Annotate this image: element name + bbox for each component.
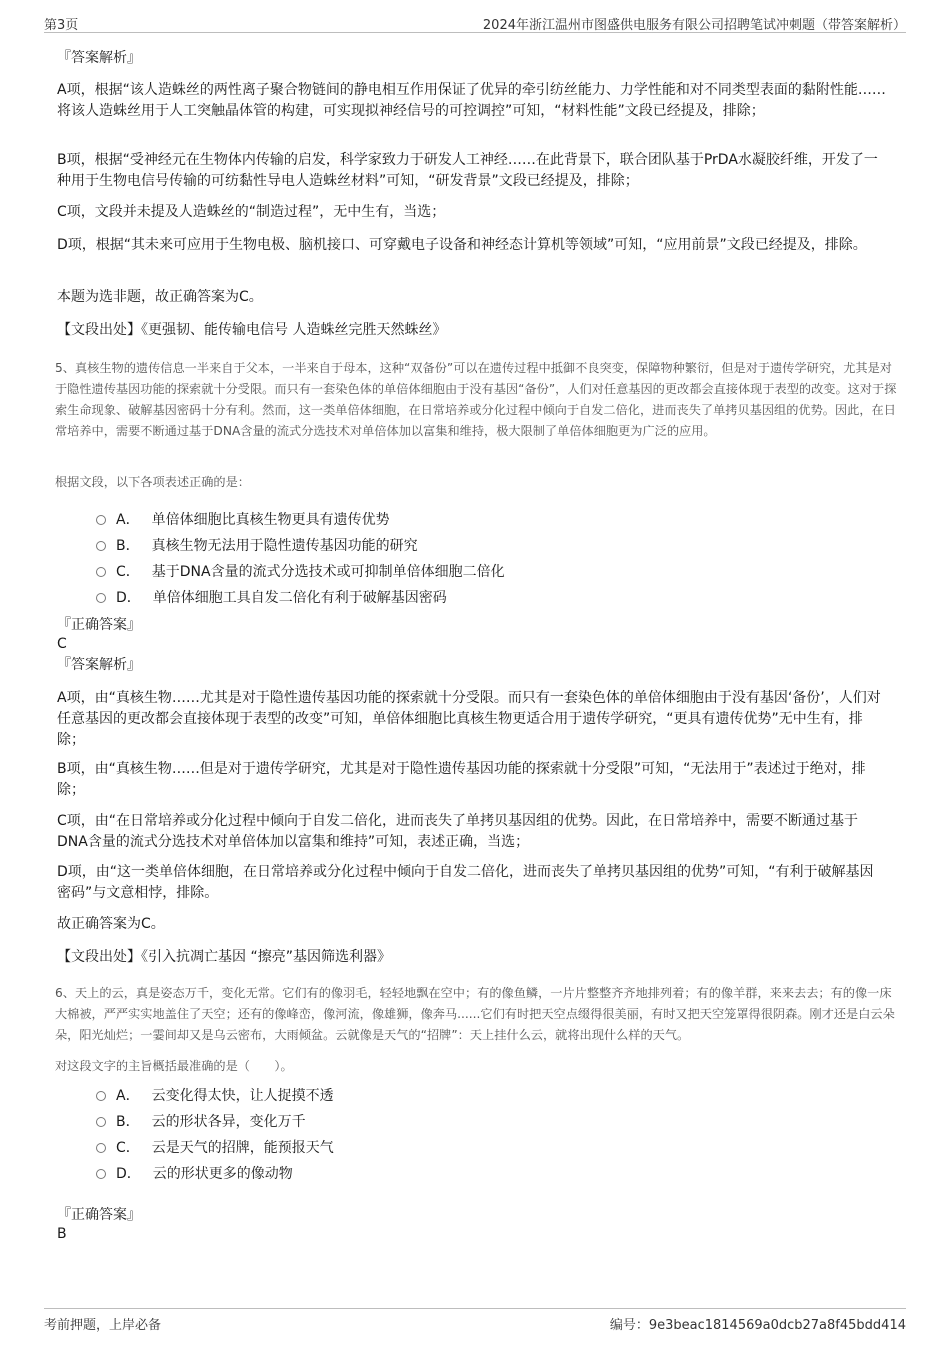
q5-analysis-label: 『答案解析』 [57, 657, 141, 673]
q5-answer: C [57, 636, 67, 652]
q4-source: 【文段出处】《更强韧、能传输电信号 人造蛛丝完胜天然蛛丝》 [57, 322, 447, 338]
radio-button-icon[interactable] [96, 1117, 106, 1127]
q5-analysis-a: A项，由“真核生物……尤其是对于隐性遗传基因功能的探索就十分受限。而只有一套染色体的单倍体细胞由于没有基因‘备份’，人们对任意基因的更改都会直接体现于表型的改变”可知，单倍体细胞比真核生物更适合用于遗传学研究，“更具有遗传优势”无中生有，排除； [57, 690, 881, 748]
footer-slogan: 考前押题，上岸必备 [44, 1318, 162, 1333]
option-key: D． [116, 590, 141, 606]
q4-conclusion: 本题为选非题，故正确答案为C。 [57, 289, 263, 305]
q5-source: 【文段出处】《引入抗凋亡基因 “擦亮”基因筛选利器》 [57, 949, 391, 965]
option-text: 单倍体细胞工具自发二倍化有利于破解基因密码 [152, 590, 447, 606]
radio-button-icon[interactable] [96, 1169, 106, 1179]
option-key: A． [116, 1088, 140, 1104]
q6-answer: B [57, 1226, 67, 1242]
page-number: 第3页 [44, 18, 79, 33]
option-key: C． [116, 564, 140, 580]
q4-analysis-a: A项，根据“该人造蛛丝的两性离子聚合物链间的静电相互作用保证了优异的牵引纺丝能力、力学性能和对不同类型表面的黏附性能……将该人造蛛丝用于人工突触晶体管的构建，可实现拟神经信号的可控调控”可知，“材料性能”文段已经提及，排除； [57, 82, 886, 119]
option-text: 云变化得太快，让人捉摸不透 [151, 1088, 334, 1104]
radio-button-icon[interactable] [96, 515, 106, 525]
q5-analysis-d: D项，由“这一类单倍体细胞，在日常培养或分化过程中倾向于自发二倍化，进而丧失了单拷贝基因组的优势”可知，“有利于破解基因密码”与文意相悖，排除。 [57, 864, 874, 901]
header-divider [44, 32, 906, 33]
q4-analysis-c: C项，文段并未提及人造蛛丝的“制造过程”，无中生有，当选； [57, 204, 446, 220]
q5-conclusion: 故正确答案为C。 [57, 916, 165, 932]
q6-option-c[interactable] [96, 1138, 334, 1158]
option-key: C． [116, 1140, 140, 1156]
option-key: D． [116, 1166, 141, 1182]
q5-analysis-c: C项，由“在日常培养或分化过程中倾向于自发二倍化，进而丧失了单拷贝基因组的优势。因此，在日常培养中，需要不断通过基于DNA含量的流式分选技术对单倍体加以富集和维持”可知，表述正确，当选； [57, 813, 859, 850]
q5-answer-label: 『正确答案』 [57, 617, 141, 633]
q4-analysis-label: 『答案解析』 [57, 50, 141, 66]
radio-button-icon[interactable] [96, 593, 106, 603]
q5-option-c[interactable] [96, 562, 505, 582]
q6-option-d[interactable] [96, 1164, 293, 1184]
option-text: 云的形状各异，变化万千 [151, 1114, 306, 1130]
option-text: 云的形状更多的像动物 [152, 1166, 293, 1182]
q6-option-b[interactable] [96, 1112, 306, 1132]
q6-option-a[interactable] [96, 1086, 334, 1106]
q5-passage: 5、真核生物的遗传信息一半来自于父本，一半来自于母本，这种“双备份”可以在遗传过程中抵御不良突变，保障物种繁衍，但是对于遗传学研究，尤其是对于隐性遗传基因功能的探索就十分受限。而只有一套染色体的单倍体细胞由于没有基因“备份”，人们对任意基因的更改都会直接体现于表型的改变。这对于探索生命现象、破解基因密码十分有利。然而，这一类单倍体细胞，在日常培养或分化过程中倾向于自发二倍化，进而丧失了单拷贝基因组的优势。因此，在日常培养中，需要不断通过基于DNA含量的流式分选技术对单倍体加以富集和维持，极大限制了单倍体细胞更为广泛的应用。 [55, 361, 897, 438]
q5-analysis-b: B项，由“真核生物……但是对于遗传学研究，尤其是对于隐性遗传基因功能的探索就十分受限”可知，“无法用于”表述过于绝对，排除； [57, 761, 866, 798]
q6-answer-label: 『正确答案』 [57, 1207, 141, 1223]
q5-option-b[interactable] [96, 536, 418, 556]
q4-analysis-b: B项，根据“受神经元在生物体内传输的启发，科学家致力于研发人工神经……在此背景下，联合团队基于PrDA水凝胶纤维，开发了一种用于生物电信号传输的可纺黏性导电人造蛛丝材料”可知，“研发背景”文段已经提及，排除； [57, 152, 878, 189]
q5-option-d[interactable] [96, 588, 447, 608]
option-key: B． [116, 538, 140, 554]
radio-button-icon[interactable] [96, 541, 106, 551]
radio-button-icon[interactable] [96, 567, 106, 577]
option-text: 基于DNA含量的流式分选技术或可抑制单倍体细胞二倍化 [151, 564, 505, 580]
q6-question: 对这段文字的主旨概括最准确的是（ ）。 [55, 1059, 293, 1073]
footer-divider [44, 1308, 906, 1309]
q4-analysis-d: D项，根据“其未来可应用于生物电极、脑机接口、可穿戴电子设备和神经态计算机等领域”可知，“应用前景”文段已经提及，排除。 [57, 237, 867, 253]
radio-button-icon[interactable] [96, 1091, 106, 1101]
option-text: 真核生物无法用于隐性遗传基因功能的研究 [151, 538, 418, 554]
q5-question: 根据文段，以下各项表述正确的是： [55, 475, 250, 489]
option-text: 单倍体细胞比真核生物更具有遗传优势 [151, 512, 390, 528]
option-key: B． [116, 1114, 140, 1130]
document-title: 2024年浙江温州市图盛供电服务有限公司招聘笔试冲刺题（带答案解析） [482, 18, 906, 33]
document-id: 编号：9e3beac1814569a0dcb27a8f45bdd414 [609, 1318, 906, 1333]
q5-option-a[interactable] [96, 510, 390, 530]
q6-passage: 6、天上的云，真是姿态万千，变化无常。它们有的像羽毛，轻轻地飘在空中；有的像鱼鳞，一片片整整齐齐地排列着；有的像羊群，来来去去；有的像一床大棉被，严严实实地盖住了天空；还有的像峰峦，像河流，像雄狮，像奔马......它们有时把天空点缀得很美丽，有时又把天空笼罩得很阴森。刚才还是白云朵朵，阳光灿烂；一霎间却又是乌云密布，大雨倾盆。云就像是天气的“招牌”：天上挂什么云，就将出现什么样的天气。 [55, 986, 895, 1042]
radio-button-icon[interactable] [96, 1143, 106, 1153]
option-text: 云是天气的招牌，能预报天气 [151, 1140, 334, 1156]
option-key: A． [116, 512, 140, 528]
